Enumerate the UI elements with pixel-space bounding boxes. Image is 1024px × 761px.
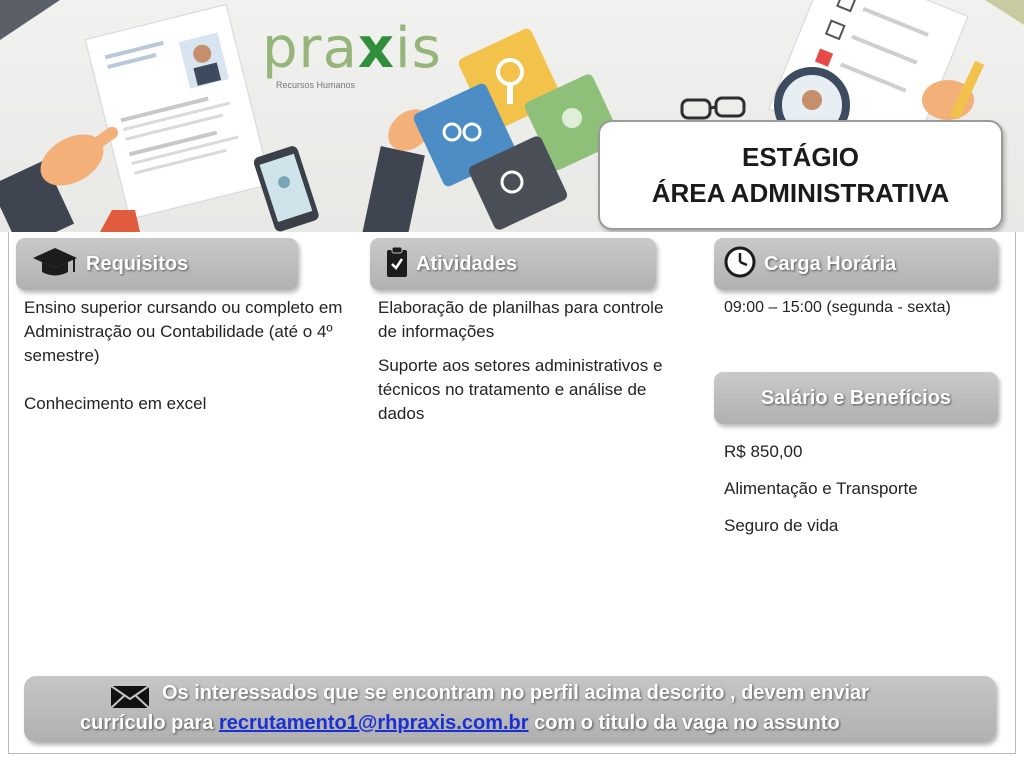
atividade-item: Elaboração de planilhas para controle de informações (378, 298, 664, 341)
salario-item: R$ 850,00 (724, 442, 803, 461)
carga-horaria-value: 09:00 – 15:00 (segunda - sexta) (724, 299, 951, 316)
salario-item: Seguro de vida (724, 516, 839, 535)
corner-shape (0, 0, 60, 40)
atividades-header (370, 238, 656, 290)
resume-paper-icon (85, 5, 270, 220)
job-title-box (598, 120, 1003, 230)
envelope-icon (110, 685, 150, 714)
carga-horaria-header (714, 238, 998, 290)
carga-horaria-label: Carga Horária (764, 252, 897, 275)
job-title-line2: ÁREA ADMINISTRATIVA (651, 178, 950, 208)
logo-subtitle: Recursos Humanos (276, 80, 356, 90)
requisitos-label: Requisitos (86, 252, 189, 275)
salario-list (724, 440, 1009, 538)
logo-x: x (357, 16, 396, 81)
salario-label: Salário e Benefícios (760, 386, 952, 409)
phone-icon (252, 145, 320, 232)
atividades-list (378, 296, 678, 426)
logo-text-post: is (395, 16, 442, 81)
red-shape (100, 210, 140, 232)
email-link[interactable]: recrutamento1@rhpraxis.com.br (218, 712, 529, 734)
praxis-logo (262, 14, 472, 94)
hand-left-icon (0, 124, 120, 232)
footer-line2-post: com o titulo da vaga no assunto (528, 712, 840, 734)
requisitos-header (16, 238, 298, 290)
salario-header (714, 372, 998, 424)
requisito-item: Conhecimento em excel (24, 394, 207, 413)
atividade-item: Suporte aos setores administrativos e técnicos no tratamento e análise de dados (378, 356, 663, 423)
footer-line1: Os interessados que se encontram no perfil acima descrito , devem enviar (162, 682, 869, 704)
footer-line2 (80, 712, 840, 735)
logo-wordmark (262, 14, 442, 84)
logo-text-pre: pra (262, 16, 358, 81)
requisitos-list (24, 296, 354, 416)
clock-icon (724, 246, 756, 283)
header-banner (0, 0, 1024, 232)
graduation-cap-icon (32, 246, 78, 283)
atividades-label: Atividades (416, 252, 518, 275)
corner-shape-right (985, 0, 1024, 25)
footer-line2-pre: currículo para (80, 712, 219, 734)
glasses-icon (682, 98, 744, 118)
requisito-item: Ensino superior cursando ou completo em Administração ou Contabilidade (até o 4º semestre) (24, 298, 343, 365)
job-title-line1: ESTÁGIO (741, 142, 859, 172)
application-instructions-bar (24, 676, 996, 742)
salario-item: Alimentação e Transporte (724, 479, 918, 498)
clipboard-icon (386, 246, 408, 283)
